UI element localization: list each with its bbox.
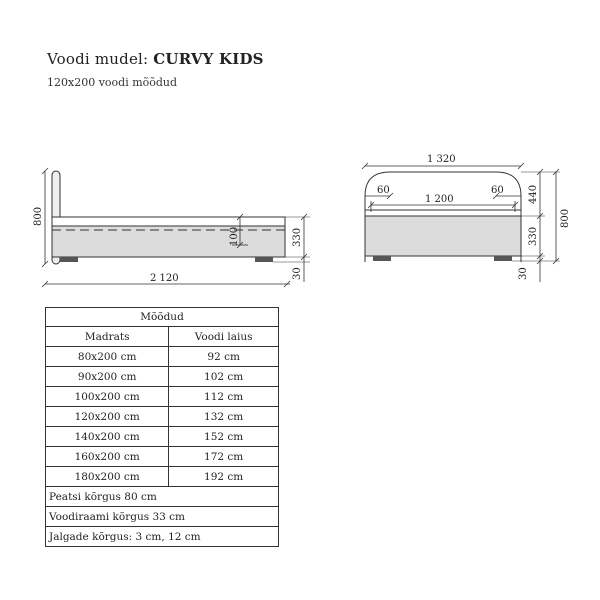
side-length-label: 2 120 <box>150 273 179 284</box>
bed-width: 92 cm <box>169 347 279 367</box>
bed-width: 152 cm <box>169 427 279 447</box>
column-header-mattress: Madrats <box>46 327 169 347</box>
bed-width: 172 cm <box>169 447 279 467</box>
bed-width: 112 cm <box>169 387 279 407</box>
mattress-size: 160x200 cm <box>46 447 169 467</box>
sizes-table <box>45 307 279 547</box>
front-leg-height-label: 30 <box>518 267 529 280</box>
mattress-size: 120x200 cm <box>46 407 169 427</box>
front-frame-height-label: 330 <box>528 226 539 246</box>
side-mattress-top <box>52 217 285 226</box>
mattress-size: 80x200 cm <box>46 347 169 367</box>
front-headboard-top-label: 440 <box>528 184 539 204</box>
bed-width: 102 cm <box>169 367 279 387</box>
side-leg-right <box>255 257 273 262</box>
side-height-label: 800 <box>33 206 44 226</box>
front-left-curve-label: 60 <box>377 185 390 196</box>
page-subtitle: 120x200 voodi mõõdud <box>47 76 178 89</box>
front-right-curve-label: 60 <box>491 185 504 196</box>
table-title: Mõõdud <box>46 308 279 327</box>
side-view <box>33 168 310 287</box>
mattress-size: 140x200 cm <box>46 427 169 447</box>
front-leg-right <box>494 256 512 261</box>
mattress-size: 180x200 cm <box>46 467 169 487</box>
front-total-height-label: 800 <box>560 208 571 228</box>
front-frame <box>365 216 521 256</box>
side-leg-height-label: 30 <box>292 267 303 280</box>
table-row <box>46 347 279 367</box>
side-leg-left <box>60 257 78 262</box>
title-model: CURVY KIDS <box>153 50 264 68</box>
mattress-size: 100x200 cm <box>46 387 169 407</box>
title-prefix: Voodi mudel: <box>47 50 154 68</box>
front-inner-width-label: 1 200 <box>425 194 454 205</box>
note-leg-height: Jalgade kõrgus: 3 cm, 12 cm <box>46 527 279 547</box>
table-row <box>46 447 279 467</box>
front-total-width-label: 1 320 <box>427 154 456 165</box>
front-leg-left <box>373 256 391 261</box>
front-mattress <box>365 210 521 216</box>
table-row <box>46 407 279 427</box>
table-row <box>46 387 279 407</box>
column-header-width: Voodi laius <box>169 327 279 347</box>
table-row <box>46 427 279 447</box>
note-frame-height: Voodiraami kõrgus 33 cm <box>46 507 279 527</box>
table-row <box>46 467 279 487</box>
bed-width: 132 cm <box>169 407 279 427</box>
mattress-size: 90x200 cm <box>46 367 169 387</box>
side-frame-height-label: 330 <box>292 227 303 247</box>
table-row <box>46 367 279 387</box>
note-headboard-height: Peatsi kõrgus 80 cm <box>46 487 279 507</box>
side-mattress-depth-label: 100 <box>229 226 240 246</box>
bed-width: 192 cm <box>169 467 279 487</box>
front-view <box>362 154 571 282</box>
